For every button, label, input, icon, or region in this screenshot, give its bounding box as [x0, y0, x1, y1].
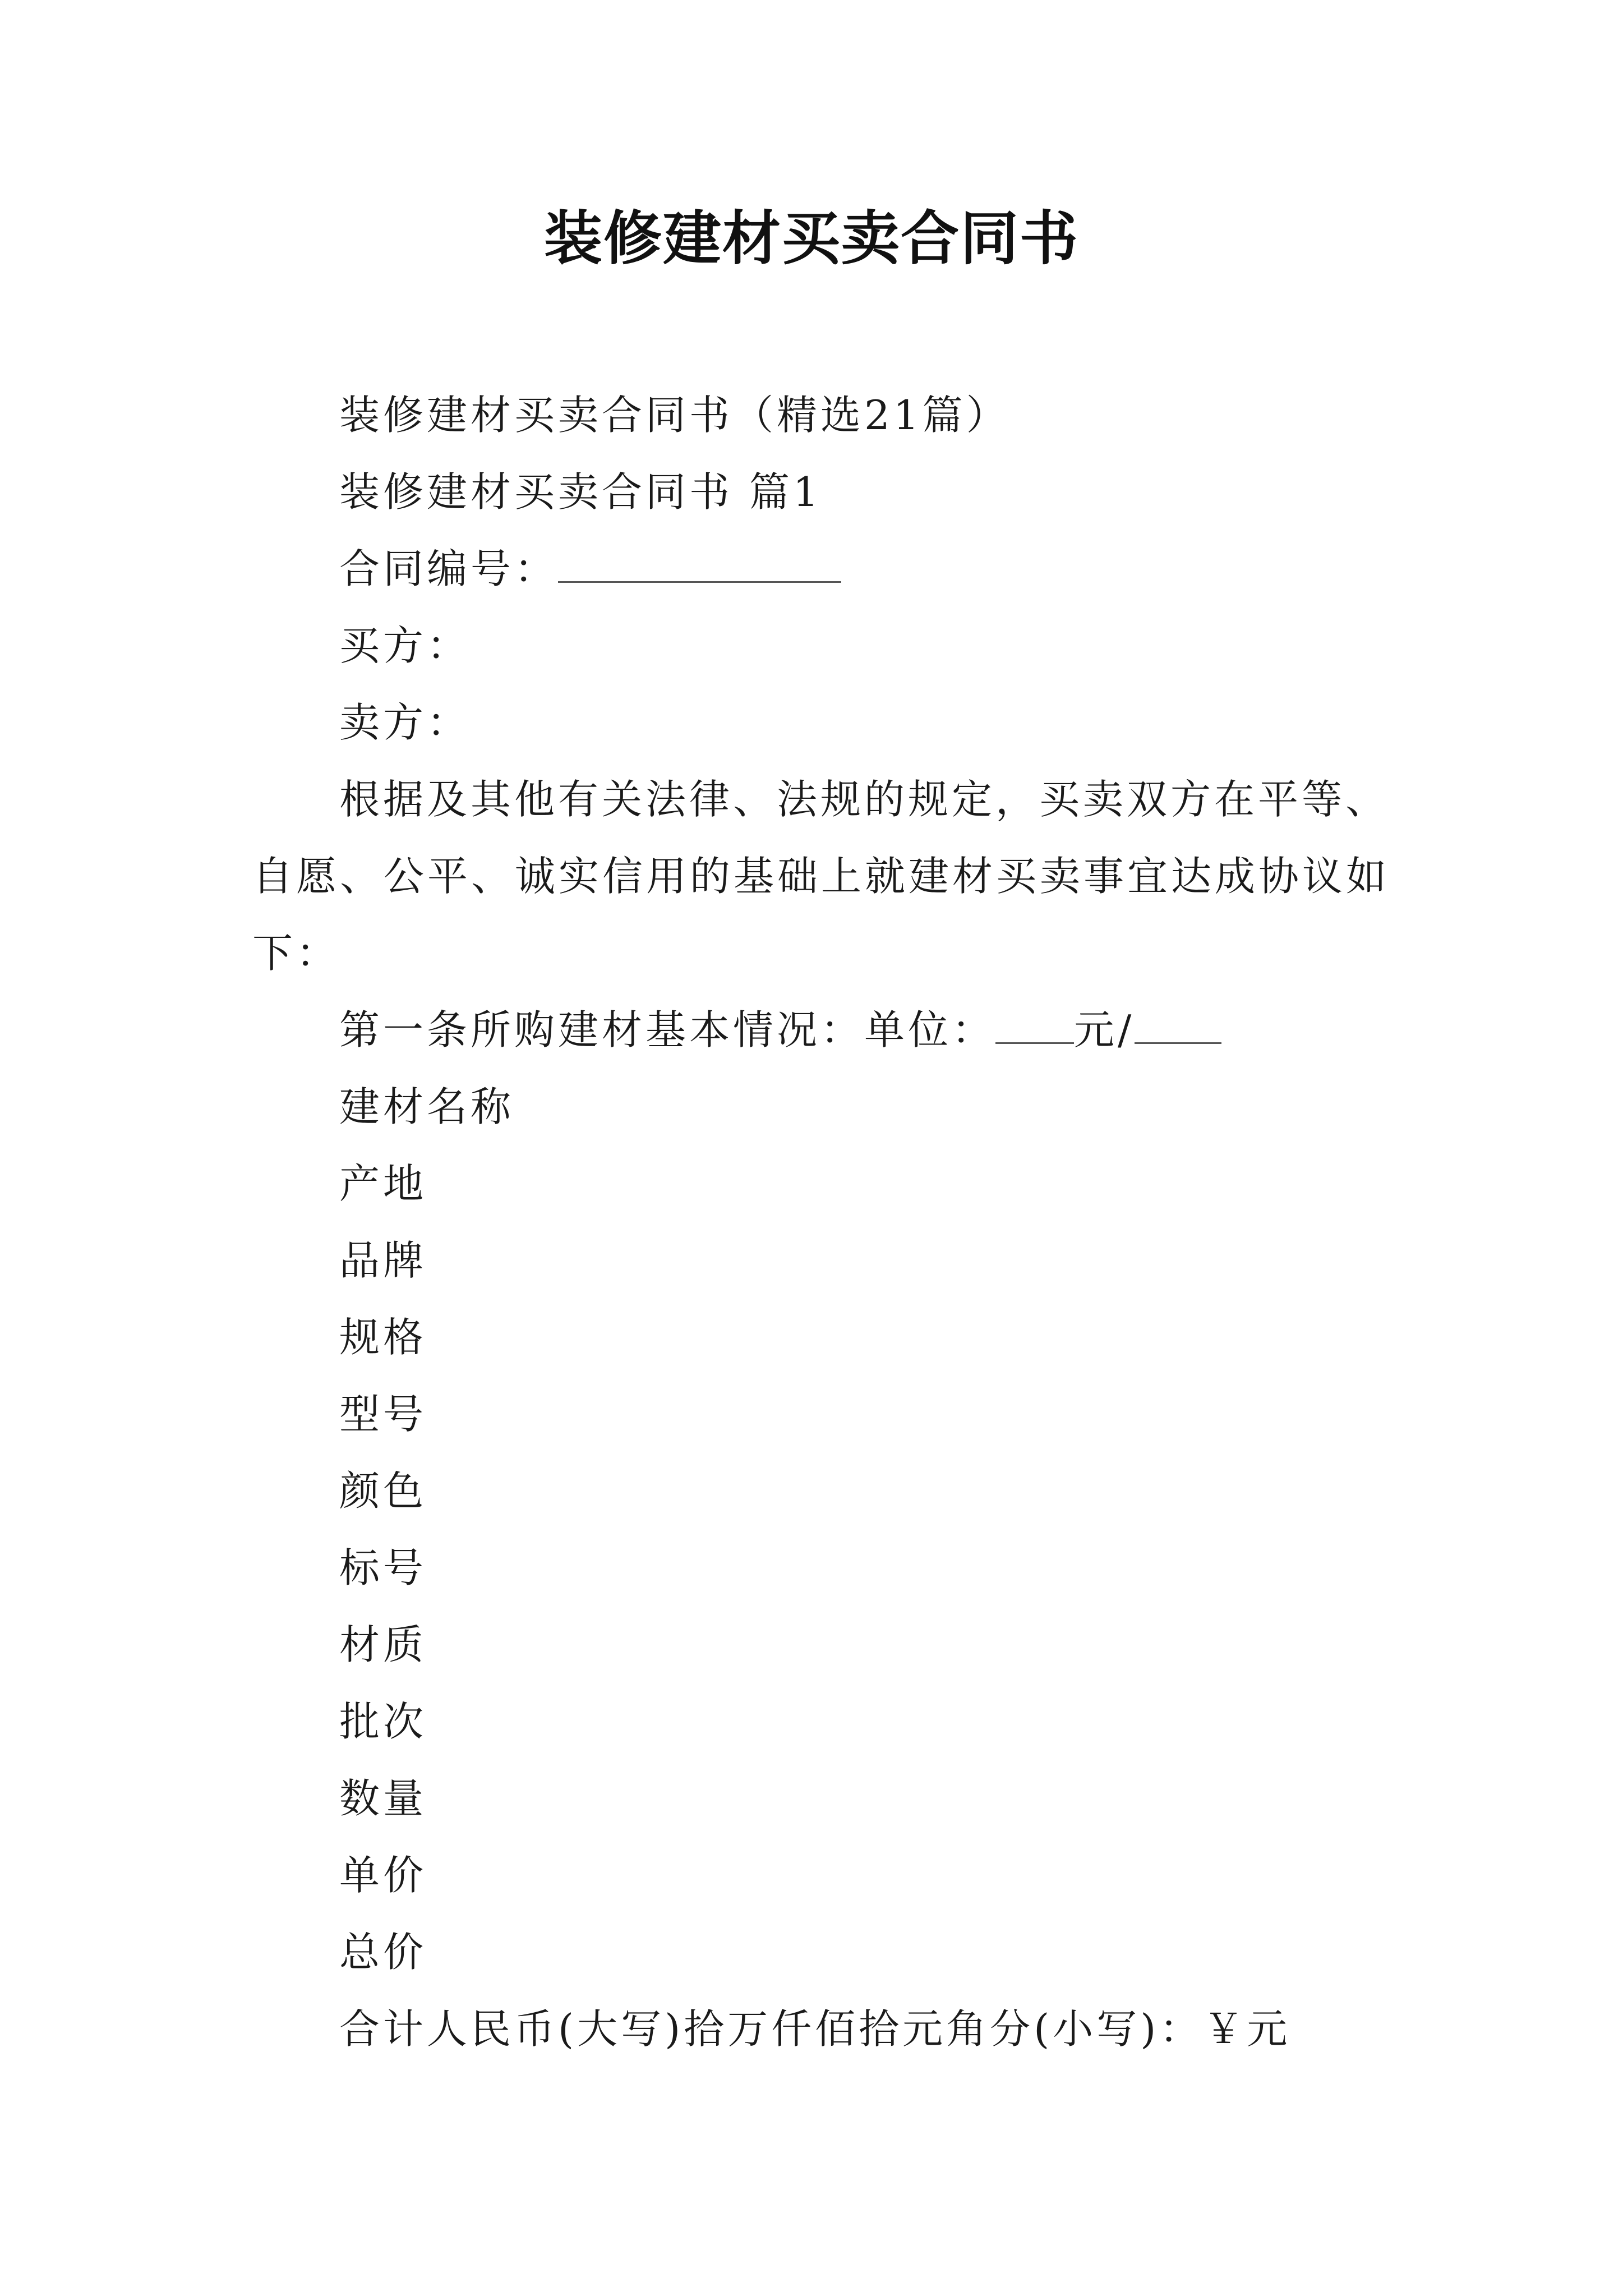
section-heading: 装修建材买卖合同书 篇1	[339, 468, 822, 516]
item-batch: 批次	[339, 1698, 427, 1745]
unit-blank	[1135, 1007, 1221, 1044]
total-amount-line: 合计人民币(大写)拾万仟佰拾元角分(小写)：￥元	[339, 2005, 1291, 2053]
contract-number-row	[339, 541, 841, 597]
article-1-unit: 元/	[1074, 1006, 1135, 1053]
item-unit-price: 单价	[339, 1852, 427, 1899]
contract-number-blank	[558, 546, 841, 583]
article-1-row	[339, 1002, 1221, 1058]
item-total-price: 总价	[339, 1929, 427, 1976]
article-1-label: 第一条所购建材基本情况：单位：	[339, 1006, 996, 1053]
item-quantity: 数量	[339, 1775, 427, 1822]
item-color: 颜色	[339, 1467, 427, 1515]
item-material-name: 建材名称	[339, 1083, 515, 1130]
document-subtitle: 装修建材买卖合同书（精选21篇）	[339, 392, 1010, 439]
item-model: 型号	[339, 1391, 427, 1438]
item-origin: 产地	[339, 1160, 427, 1207]
seller-label: 卖方：	[339, 699, 471, 746]
contract-number-label: 合同编号：	[339, 545, 559, 592]
item-material: 材质	[339, 1621, 427, 1668]
item-specification: 规格	[339, 1314, 427, 1361]
intro-paragraph-line-1: 根据及其他有关法律、法规的规定，买卖双方在平等、	[339, 776, 1390, 823]
intro-paragraph-line-3: 下：	[252, 930, 340, 977]
buyer-label: 买方：	[339, 622, 471, 669]
item-grade: 标号	[339, 1544, 427, 1591]
intro-paragraph-line-2: 自愿、公平、诚实信用的基础上就建材买卖事宜达成协议如	[252, 853, 1390, 900]
item-brand: 品牌	[339, 1237, 427, 1284]
document-title: 装修建材买卖合同书	[543, 204, 1079, 273]
price-blank	[995, 1007, 1074, 1044]
